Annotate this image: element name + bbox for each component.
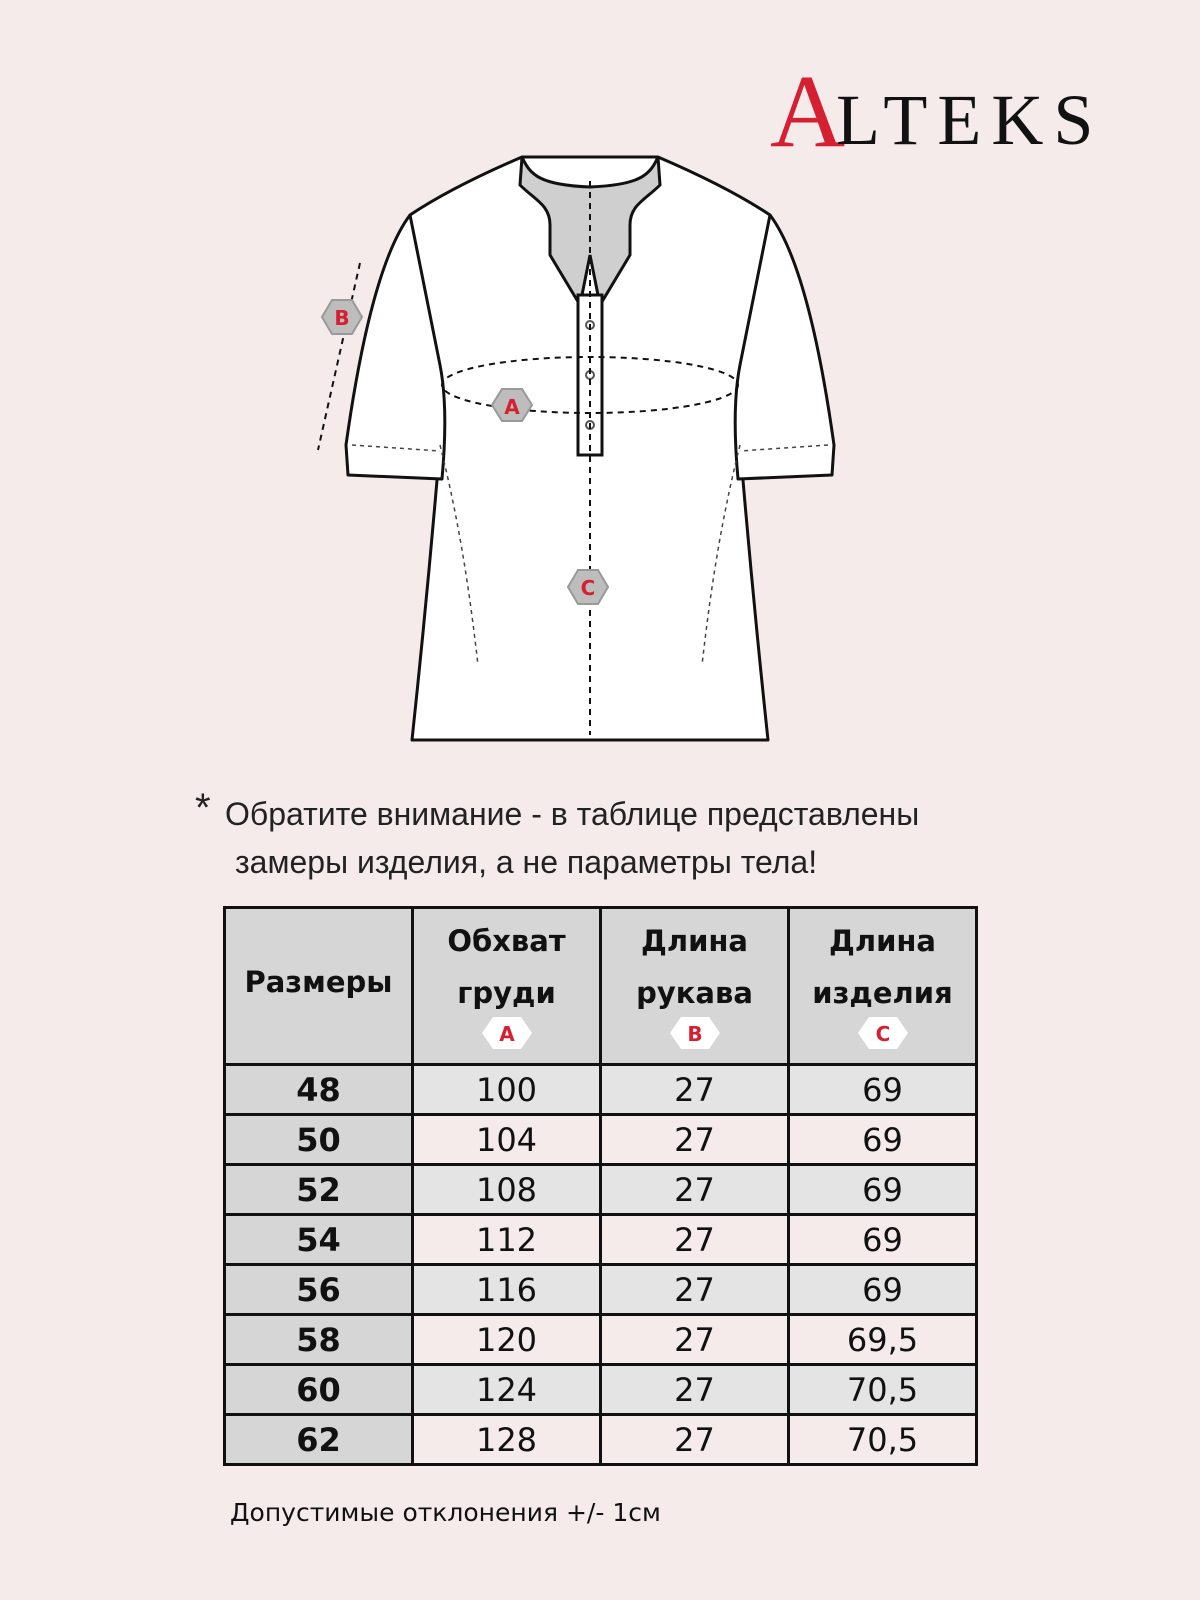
note-line-2: замеры изделия, а не параметры тела! — [235, 844, 818, 880]
table-row — [225, 1315, 977, 1365]
chest-cell: 120 — [413, 1315, 601, 1365]
header-sizes — [225, 908, 413, 1065]
svg-text:A: A — [498, 1022, 515, 1046]
tolerance-note: Допустимые отклонения +/- 1см — [230, 1498, 661, 1527]
sleeve-cell: 27 — [601, 1415, 789, 1465]
header-label: Длина изделия — [812, 924, 953, 1010]
sleeve-cell: 27 — [601, 1165, 789, 1215]
length-cell: 69,5 — [789, 1315, 977, 1365]
length-cell: 69 — [789, 1215, 977, 1265]
length-cell: 69 — [789, 1115, 977, 1165]
svg-text:C: C — [875, 1022, 890, 1046]
size-cell: 54 — [225, 1215, 413, 1265]
marker-c — [568, 570, 608, 604]
header-chest — [413, 908, 601, 1065]
chest-cell: 104 — [413, 1115, 601, 1165]
size-cell: 50 — [225, 1115, 413, 1165]
size-cell: 62 — [225, 1415, 413, 1465]
marker-a — [492, 389, 532, 421]
size-table — [223, 906, 978, 1466]
chest-cell: 116 — [413, 1265, 601, 1315]
header-length — [789, 908, 977, 1065]
size-cell: 52 — [225, 1165, 413, 1215]
brand-initial: A — [770, 54, 846, 169]
table-header-row — [225, 908, 977, 1065]
chest-cell: 100 — [413, 1065, 601, 1115]
table-row — [225, 1265, 977, 1315]
size-cell: 58 — [225, 1315, 413, 1365]
table-row — [225, 1115, 977, 1165]
header-label: Размеры — [244, 965, 393, 999]
size-cell: 60 — [225, 1365, 413, 1415]
table-row — [225, 1165, 977, 1215]
size-cell: 56 — [225, 1265, 413, 1315]
sleeve-cell: 27 — [601, 1115, 789, 1165]
table-row — [225, 1415, 977, 1465]
table-row — [225, 1215, 977, 1265]
length-cell: 69 — [789, 1265, 977, 1315]
table-row — [225, 1365, 977, 1415]
header-label: Длина рукава — [636, 924, 753, 1010]
length-cell: 70,5 — [789, 1365, 977, 1415]
chest-cell: 108 — [413, 1165, 601, 1215]
chest-cell: 124 — [413, 1365, 601, 1415]
marker-b — [322, 300, 362, 334]
garment-diagram — [300, 145, 860, 765]
chest-cell: 112 — [413, 1215, 601, 1265]
marker-b-badge — [668, 1015, 722, 1051]
marker-a-badge — [480, 1015, 534, 1051]
sleeve-cell: 27 — [601, 1065, 789, 1115]
length-cell: 69 — [789, 1065, 977, 1115]
asterisk: * — [195, 786, 211, 830]
note-line-1: Обратите внимание - в таблице представлены — [225, 796, 920, 832]
svg-text:B: B — [334, 306, 350, 330]
length-cell: 70,5 — [789, 1415, 977, 1465]
sleeve-cell: 27 — [601, 1315, 789, 1365]
svg-text:C: C — [580, 576, 596, 600]
sleeve-cell: 27 — [601, 1215, 789, 1265]
header-label: Обхват груди — [447, 924, 566, 1010]
sleeve-cell: 27 — [601, 1365, 789, 1415]
svg-text:A: A — [504, 395, 520, 419]
svg-text:B: B — [686, 1022, 703, 1046]
length-cell: 69 — [789, 1165, 977, 1215]
table-row — [225, 1065, 977, 1115]
chest-cell: 128 — [413, 1415, 601, 1465]
marker-c-badge — [856, 1015, 910, 1051]
size-cell: 48 — [225, 1065, 413, 1115]
sleeve-cell: 27 — [601, 1265, 789, 1315]
header-sleeve — [601, 908, 789, 1065]
brand-name: LTEKS — [836, 80, 1104, 160]
